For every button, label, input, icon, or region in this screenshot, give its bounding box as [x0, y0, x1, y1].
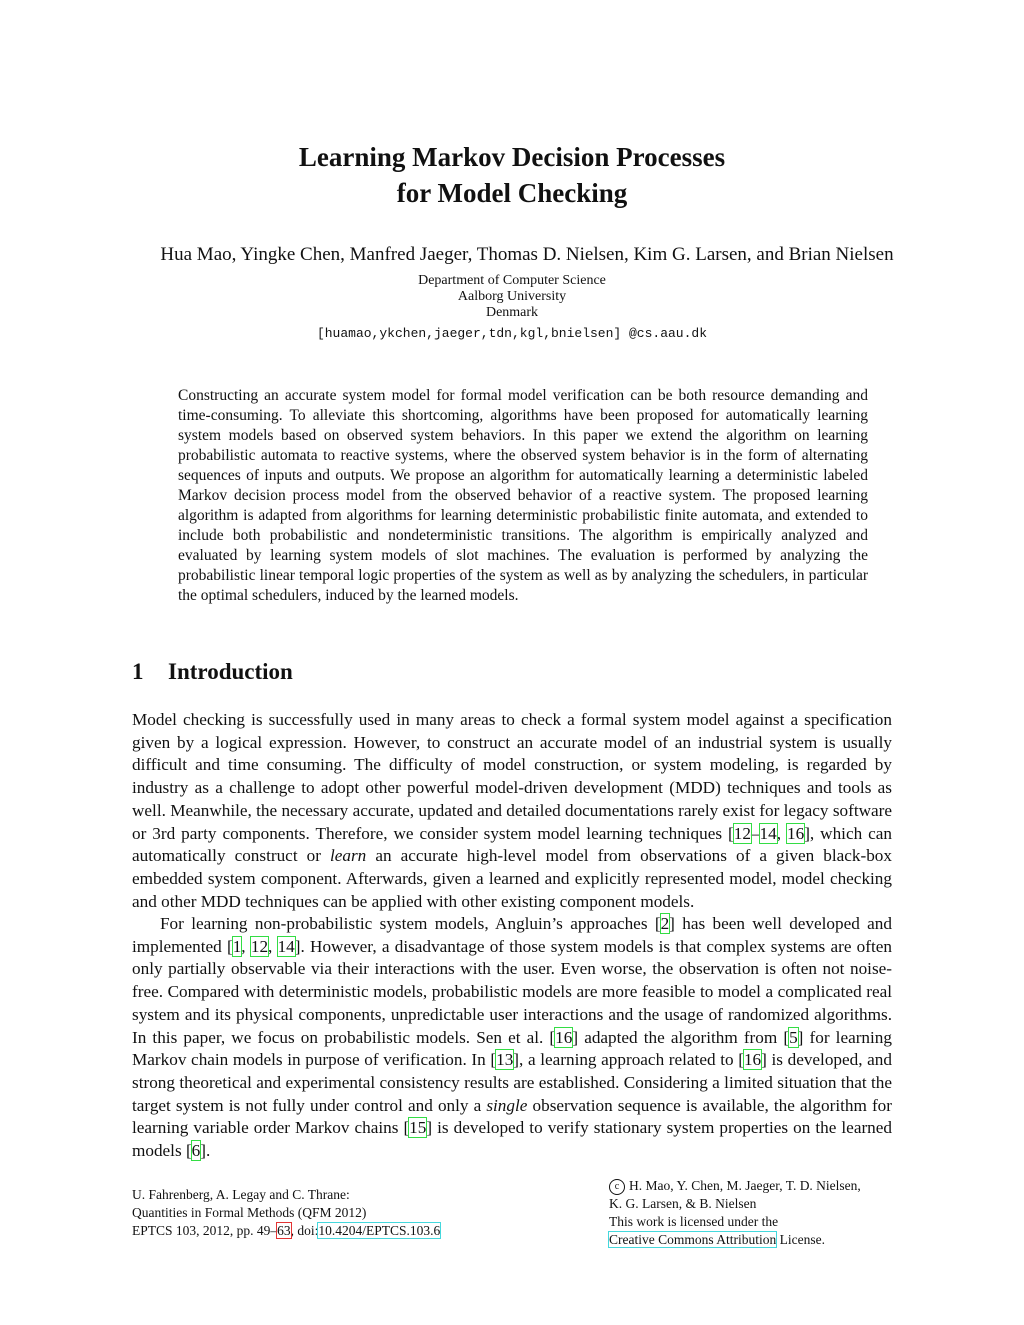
- citation-link[interactable]: 14: [759, 823, 777, 843]
- citation-link[interactable]: 16: [787, 823, 805, 843]
- copyright-holders: H. Mao, Y. Chen, M. Jaeger, T. D. Nielsen,: [629, 1178, 861, 1193]
- citation-link[interactable]: 16: [555, 1027, 573, 1047]
- citation-link[interactable]: 13: [496, 1050, 514, 1070]
- affiliation-department: Department of Computer Science: [418, 273, 606, 288]
- copyright-holders-cont: K. G. Larsen, & B. Nielsen: [609, 1196, 757, 1211]
- para-text: ].: [200, 1141, 211, 1161]
- license-link[interactable]: Creative Commons Attribution: [609, 1232, 777, 1247]
- para-text: ] is developed to verify stationary system properties on the learned models [: [132, 1118, 892, 1161]
- paper-title-line-2: for Model Checking: [396, 178, 628, 208]
- license-intro: This work is licensed under the: [609, 1214, 779, 1229]
- footer-editors: U. Fahrenberg, A. Legay and C. Thrane:: [132, 1187, 350, 1202]
- citation-link[interactable]: 16: [743, 1050, 762, 1070]
- para-emphasis: single: [486, 1095, 528, 1115]
- citation-link[interactable]: 15: [409, 1118, 427, 1138]
- intro-paragraph-1: [132, 709, 892, 913]
- para-text: ]. However, a disadvantage of those system models is that complex systems are often only partially observable via their interactions with the user. Even worse, the observation is often not noise-free. Compared with deterministic models, probabilistic models are more feasible to model a complicated real system and its physical components, unpredictable user interactions and the usage of randomized algorithms. In this paper, we focus on probabilistic models. Sen et al. [: [132, 936, 892, 1047]
- affiliation-country: Denmark: [485, 305, 539, 320]
- para-text: observation sequence is available, the algorithm for learning variable order Markov chains [: [132, 1095, 892, 1138]
- citation-link[interactable]: 2: [660, 914, 670, 933]
- para-text: ] is developed, and strong theoretical and experimental consistency results are established. Considering a limited situation that the target system is not fully under control and only a: [132, 1050, 892, 1115]
- para-text: ,: [241, 936, 251, 956]
- para-text: ], a learning approach related to [: [513, 1050, 744, 1070]
- doi-label: , doi:: [290, 1223, 319, 1238]
- citation-link[interactable]: 1: [232, 936, 242, 956]
- footer-copyright-line: [609, 1177, 861, 1195]
- abstract: Constructing an accurate system model for formal model verification can be both resource demanding and time-consuming. To alleviate this shortcoming, algorithms have been proposed for automatically learning system models based on observed system behaviors. In this paper we extend the algorithm on learning probabilistic automata to reactive systems, where the observed system behavior is in the form of alternating sequences of inputs and outputs. We propose an algorithm for automatically learning a deterministic labeled Markov decision process model from the observed behavior of a reactive system. The proposed learning algorithm is adapted from algorithms for learning deterministic probabilistic finite automata, and extended to include both probabilistic and nondeterministic transitions. The algorithm is empirically analyzed and evaluated by learning system models of slot machines. The evaluation is performed by analyzing the probabilistic linear temporal logic properties of the system as well as by analyzing the schedulers, in particular the optimal schedulers, induced by the learned models.: [178, 387, 868, 604]
- section-heading: [132, 659, 293, 685]
- license-line: [609, 1231, 861, 1249]
- last-page-link[interactable]: 63: [277, 1223, 291, 1238]
- footer-venue: [132, 1186, 440, 1240]
- para-text: For learning non-probabilistic system models, Angluin’s approaches [: [160, 914, 661, 933]
- para-text: ] adapted the algorithm from [: [572, 1027, 790, 1047]
- para-text: ] has been well developed and implemented [: [132, 914, 892, 956]
- affiliation-university: Aalborg University: [457, 289, 567, 304]
- footer-proceedings: Quantities in Formal Methods (QFM 2012): [132, 1205, 367, 1220]
- citation-link[interactable]: 12: [733, 823, 751, 843]
- para-text: ,: [776, 823, 787, 843]
- paper-title-line-1: Learning Markov Decision Processes: [298, 142, 726, 172]
- footer-pages: EPTCS 103, 2012, pp. 49–: [132, 1223, 278, 1238]
- doi-link[interactable]: 10.4204/EPTCS.103.6: [318, 1223, 441, 1238]
- footer-pages-doi: [132, 1222, 440, 1240]
- para-text: Model checking is successfully used in many areas to check a formal system model against a specification given by a logical expression. However, to construct an accurate model of an industrial system is usually difficult and time consuming. The difficulty of model construction, or system modeling, is regarded by industry as a challenge to adopt other powerful model-driven development (MDD) techniques and tools as well. Meanwhile, the necessary accurate, updated and detailed documentations rarely exist for legacy software or 3rd party components. Therefore, we consider system model learning techniques [: [132, 710, 892, 843]
- citation-link[interactable]: 5: [789, 1027, 798, 1047]
- para-text: ], which can automatically construct or: [132, 823, 892, 866]
- footer-license: [609, 1177, 861, 1249]
- para-text: ] for learning Markov chain models in purpose of verification. In [: [132, 1027, 892, 1070]
- section-number: 1: [132, 659, 144, 684]
- section-title: Introduction: [168, 659, 293, 684]
- copyright-icon: c: [609, 1179, 625, 1195]
- para-text: ,: [268, 936, 278, 956]
- intro-paragraph-2: [132, 913, 892, 1163]
- para-emphasis: learn: [330, 846, 367, 866]
- author-list: Hua Mao, Yingke Chen, Manfred Jaeger, Thomas D. Nielsen, Kim G. Larsen, and Brian Nielsen: [160, 244, 894, 265]
- para-text: an accurate high-level model from observations of a given black-box embedded system component. Afterwards, given a learned and explicitly represented model, model checking and other MDD techniques can be applied with other existing component models.: [132, 846, 892, 911]
- para-text: –: [750, 823, 760, 843]
- citation-link[interactable]: 14: [277, 936, 295, 956]
- citation-link[interactable]: 6: [191, 1141, 201, 1161]
- license-suffix: License.: [776, 1232, 825, 1247]
- citation-link[interactable]: 12: [250, 936, 269, 956]
- author-emails: [huamao,ykchen,jaeger,tdn,kgl,bnielsen] @cs.aau.dk: [316, 326, 708, 341]
